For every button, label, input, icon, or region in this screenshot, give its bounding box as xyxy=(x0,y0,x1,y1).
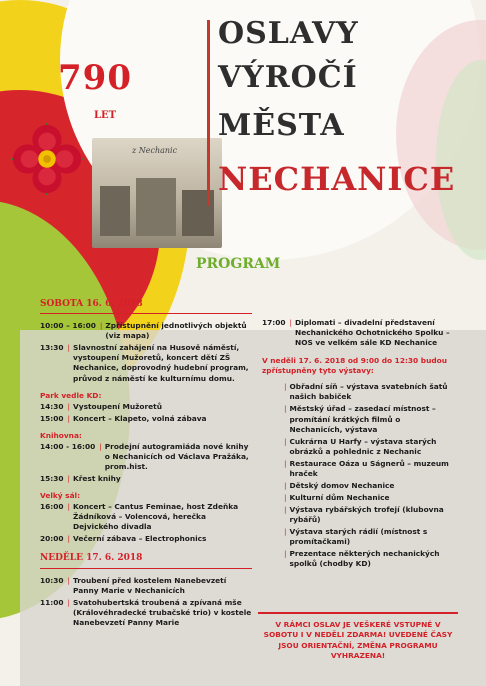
row-separator: | xyxy=(284,505,287,514)
program-left-column xyxy=(40,298,252,630)
row-time: 20:00 xyxy=(40,534,64,544)
row-desc: Zpřístupnění jednotlivých objektů (viz mapa) xyxy=(105,321,247,341)
row-separator: | xyxy=(67,401,71,411)
row-separator: | xyxy=(284,549,287,559)
photo-building xyxy=(100,186,130,236)
photo-caption: z Nechanic xyxy=(132,146,178,155)
exhibit-item xyxy=(284,459,452,479)
exhibit-item xyxy=(284,437,452,457)
row-separator: | xyxy=(67,413,71,423)
program-row xyxy=(40,442,252,472)
exhibit-label: Výstava starých rádií (místnost s promítačkami) xyxy=(289,527,428,547)
title-line-1: OSLAVY xyxy=(218,16,359,51)
title-line-4: NECHANICE xyxy=(218,160,456,198)
photo-building xyxy=(136,178,176,236)
exhibit-label: Kulturní dům Nechanice xyxy=(289,492,390,502)
anniversary-unit: LET xyxy=(94,110,117,121)
program-row xyxy=(40,402,252,412)
row-time: 14:00 - 16:00 xyxy=(40,441,96,451)
program-row xyxy=(40,502,252,532)
program-row xyxy=(262,318,452,348)
program-row xyxy=(40,414,252,424)
row-time: 14:30 xyxy=(40,401,64,411)
row-desc: Koncert – Klapeto, volná zábava xyxy=(73,413,207,423)
row-separator: | xyxy=(67,575,71,585)
saturday-heading: SOBOTA 16. 6. 2018 xyxy=(40,298,252,314)
row-separator: | xyxy=(284,382,287,392)
row-separator: | xyxy=(284,527,287,537)
exhibit-item xyxy=(284,481,452,491)
row-separator: | xyxy=(67,474,71,484)
historic-photo xyxy=(92,138,222,248)
row-separator: | xyxy=(99,321,103,331)
admission-note: V RÁMCI OSLAV JE VEŠKERÉ VSTUPNÉ V SOBOTU I V NEDĚLI ZDARMA! UVEDENÉ ČASY JSOU ORIENTAČNÍ, ZMĚNA PROGRAMU VYHRAZENA! xyxy=(258,612,458,661)
row-time: 17:00 xyxy=(262,318,286,327)
program-row xyxy=(40,321,252,341)
program-row xyxy=(40,474,252,484)
title-line-3: MĚSTA xyxy=(218,108,345,143)
row-separator: | xyxy=(289,318,293,327)
row-time: 10:30 xyxy=(40,575,64,585)
exhibit-label: Výstava rybářských trofejí (klubovna rybářů) xyxy=(289,505,444,525)
program-heading: PROGRAM xyxy=(196,256,281,272)
row-desc: Večerní zábava – Electrophonics xyxy=(73,534,207,544)
program-row xyxy=(40,576,252,596)
exhibit-label: Restaurace Oáza u Ságnerů – muzeum hraček xyxy=(289,458,449,478)
row-desc: Křest knihy xyxy=(73,474,121,484)
row-separator: | xyxy=(67,597,71,607)
row-time: 11:00 xyxy=(40,597,64,607)
hall-heading: Velký sál: xyxy=(40,491,81,501)
row-desc: Slavnostní zahájení na Husově náměstí, vystoupení Mužoretů, koncert dětí ZŠ Nechanice, doprovodný hudební program, průvod z náměstí ke kulturnímu domu. xyxy=(73,343,249,383)
row-desc: Vystoupení Mužoretů xyxy=(73,401,162,411)
row-desc: Koncert – Cantus Feminae, host Zdeňka Žádníková – Volencová, herečka Dejvického divadla xyxy=(73,502,239,532)
row-separator: | xyxy=(284,458,287,468)
exhibit-item xyxy=(284,505,452,525)
title-line-2: VÝROČÍ xyxy=(218,60,358,95)
row-separator: | xyxy=(284,492,287,502)
row-separator: | xyxy=(99,441,102,451)
row-time: 13:30 xyxy=(40,343,64,353)
row-separator: | xyxy=(67,343,71,353)
park-heading: Park vedle KD: xyxy=(40,390,102,400)
exhibit-item xyxy=(284,404,452,434)
row-time: 15:30 xyxy=(40,474,64,484)
exhibit-label: Obřadní síň – výstava svatebních šatů našich babiček xyxy=(289,382,448,402)
program-right-column xyxy=(262,318,452,571)
row-separator: | xyxy=(67,502,71,512)
sunday-heading: NEDĚLE 17. 6. 2018 xyxy=(40,552,252,568)
library-heading: Knihovna: xyxy=(40,430,82,440)
row-separator: | xyxy=(284,480,287,490)
exhibit-label: Městský úřad – zasedací místnost – promítání krátkých filmů o Nechanicích, výstava xyxy=(289,404,436,434)
row-separator: | xyxy=(284,404,287,414)
row-desc: Prodejní autogramiáda nové knihy o Nechanicích od Václava Pražáka, prom.hist. xyxy=(104,441,249,471)
row-desc: Diplomati – divadelní představení Nechanického Ochotnického Spolku – NOS ve velkém sále KD Nechanice xyxy=(295,318,450,348)
exhibit-item xyxy=(284,527,452,547)
program-row xyxy=(40,598,252,628)
row-time: 10:00 – 16:00 xyxy=(40,321,96,331)
row-time: 16:00 xyxy=(40,502,64,512)
exhibit-label: Prezentace některých nechanických spolků (chodby KD) xyxy=(289,549,440,569)
program-row xyxy=(40,343,252,383)
exhibit-label: Cukrárna U Harfy – výstava starých obrázků a pohlednic z Nechanic xyxy=(289,436,437,456)
row-desc: Troubení před kostelem Nanebevzetí Panny Marie v Nechanicích xyxy=(73,575,227,595)
rose-emblem-icon xyxy=(8,120,86,198)
row-desc: Svatohubertská troubená a zpívaná mše (Královéhradecké trubačské trio) v kostele Nanebevzetí Panny Marie xyxy=(73,597,252,627)
anniversary-number: 790 xyxy=(58,58,132,98)
exhibit-item xyxy=(284,549,452,569)
exhibit-item xyxy=(284,493,452,503)
row-separator: | xyxy=(67,534,71,544)
program-row xyxy=(40,534,252,544)
row-time: 15:00 xyxy=(40,413,64,423)
exhibit-label: Dětský domov Nechanice xyxy=(289,480,395,490)
row-separator: | xyxy=(284,436,287,446)
exhibits-notice: V neděli 17. 6. 2018 od 9:00 do 12:30 budou zpřístupněny tyto výstavy: xyxy=(262,356,447,376)
exhibit-item xyxy=(284,382,452,402)
title-divider xyxy=(207,20,210,206)
